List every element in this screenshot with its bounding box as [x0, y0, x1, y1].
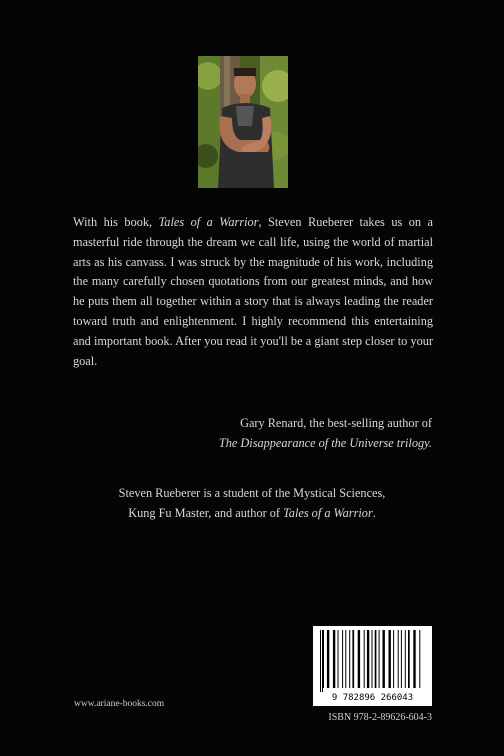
barcode-bar	[323, 630, 324, 688]
author-photo-image	[198, 56, 288, 188]
endorsement-attribution	[219, 414, 432, 454]
barcode-bar	[408, 630, 410, 688]
bio-line-2-end: .	[372, 505, 376, 520]
publisher-website: www.ariane-books.com	[74, 699, 165, 709]
attribution-author-line: Gary Renard, the best-selling author of	[240, 416, 432, 430]
bio-line-2	[60, 504, 444, 524]
barcode-bar	[383, 630, 385, 688]
barcode-digits: 9 782896 266043	[331, 693, 414, 703]
barcode-bars	[320, 630, 420, 692]
isbn-barcode	[313, 626, 432, 706]
barcode-bar	[345, 630, 346, 688]
barcode-bar	[358, 630, 360, 688]
bio-line-1: Steven Rueberer is a student of the Mystical Sciences,	[118, 486, 386, 500]
author-photo	[198, 56, 288, 188]
barcode-bar	[389, 630, 391, 688]
barcode-bar	[352, 630, 354, 688]
barcode-bar	[379, 630, 380, 688]
barcode-bar	[375, 630, 377, 688]
author-bio	[60, 484, 444, 524]
barcode-bar	[419, 630, 420, 688]
blurb-book-title: Tales of a Warrior	[158, 215, 259, 229]
barcode-bar	[342, 630, 343, 688]
barcode-bar	[413, 630, 415, 688]
barcode-bar	[405, 630, 406, 688]
blurb-intro: With his book,	[73, 215, 159, 229]
bio-line-2-start: Kung Fu Master, and author of	[128, 505, 284, 520]
barcode-bar	[401, 630, 402, 688]
endorsement-blurb	[73, 213, 433, 371]
barcode-bar	[327, 630, 329, 688]
barcode-bar	[338, 630, 339, 688]
attribution-book-line: The Disappearance of the Universe trilogy.	[218, 435, 432, 450]
barcode-image	[313, 626, 432, 706]
bio-book-title: Tales of a Warrior	[283, 505, 373, 520]
barcode-bar	[367, 630, 369, 688]
barcode-bar	[393, 630, 394, 688]
barcode-bar	[372, 630, 373, 688]
barcode-bar	[320, 630, 321, 692]
blurb-text: , Steven Rueberer takes us on a masterful ride through the dream we call life, using the world of martial arts as his canvass. I was struck by the magnitude of his work, including the many carefully chosen quotations from our greatest minds, and how he puts them all together within a story that is always leading the reader toward truth and enlightenment. I highly recommend this entertaining and important book. After you read it you'll be a giant step closer to your goal.	[73, 215, 433, 368]
barcode-bar	[333, 630, 335, 688]
barcode-bar	[349, 630, 350, 688]
isbn-number: ISBN 978-2-89626-604-3	[328, 712, 432, 723]
barcode-bar	[322, 630, 323, 692]
barcode-bar	[364, 630, 365, 688]
barcode-bar	[398, 630, 399, 688]
